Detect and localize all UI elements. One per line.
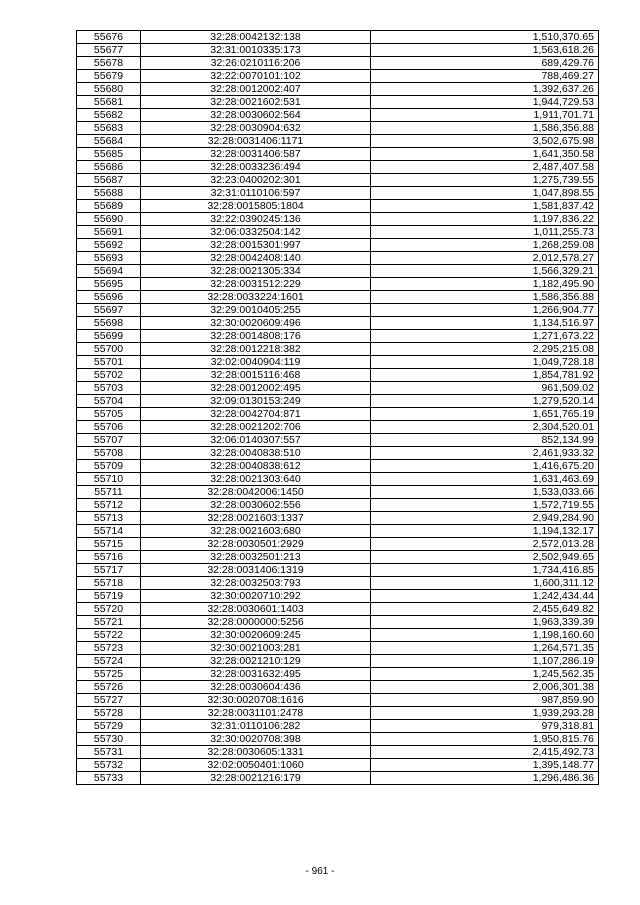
cadastral-number-cell: 32:28:0015805:1804 (141, 200, 371, 213)
table-row (77, 135, 599, 148)
record-id-cell: 55703 (77, 382, 141, 395)
record-id-cell: 55713 (77, 512, 141, 525)
record-id-cell: 55696 (77, 291, 141, 304)
amount-cell: 1,510,370.65 (371, 31, 599, 44)
cadastral-number-cell: 32:28:0040838:612 (141, 460, 371, 473)
amount-cell: 689,429.76 (371, 57, 599, 70)
cadastral-number-cell: 32:28:0030501:2929 (141, 538, 371, 551)
record-id-cell: 55724 (77, 655, 141, 668)
amount-cell: 1,586,356.88 (371, 291, 599, 304)
record-id-cell: 55727 (77, 694, 141, 707)
table-row (77, 512, 599, 525)
table-row (77, 343, 599, 356)
cadastral-number-cell: 32:28:0012002:407 (141, 83, 371, 96)
table-row (77, 44, 599, 57)
record-id-cell: 55706 (77, 421, 141, 434)
table-row (77, 460, 599, 473)
amount-cell: 1,944,729.53 (371, 96, 599, 109)
record-id-cell: 55693 (77, 252, 141, 265)
record-id-cell: 55718 (77, 577, 141, 590)
amount-cell: 1,275,739.55 (371, 174, 599, 187)
table-row (77, 629, 599, 642)
cadastral-number-cell: 32:28:0014808:176 (141, 330, 371, 343)
cadastral-number-cell: 32:09:0130153:249 (141, 395, 371, 408)
record-id-cell: 55682 (77, 109, 141, 122)
record-id-cell: 55726 (77, 681, 141, 694)
amount-cell: 1,047,898.55 (371, 187, 599, 200)
cadastral-number-cell: 32:31:0110106:597 (141, 187, 371, 200)
record-id-cell: 55733 (77, 772, 141, 785)
record-id-cell: 55719 (77, 590, 141, 603)
amount-cell: 1,245,562.35 (371, 668, 599, 681)
cadastral-number-cell: 32:28:0015116:468 (141, 369, 371, 382)
table-row (77, 226, 599, 239)
amount-cell: 1,271,673.22 (371, 330, 599, 343)
cadastral-number-cell: 32:23:0400202:301 (141, 174, 371, 187)
cadastral-number-cell: 32:28:0042132:138 (141, 31, 371, 44)
amount-cell: 2,012,578.27 (371, 252, 599, 265)
cadastral-number-cell: 32:30:0020708:1616 (141, 694, 371, 707)
cadastral-number-cell: 32:22:0070101:102 (141, 70, 371, 83)
record-id-cell: 55716 (77, 551, 141, 564)
table-row (77, 499, 599, 512)
record-id-cell: 55677 (77, 44, 141, 57)
table-row (77, 408, 599, 421)
table-row (77, 668, 599, 681)
amount-cell: 1,194,132.17 (371, 525, 599, 538)
record-id-cell: 55700 (77, 343, 141, 356)
table-row (77, 421, 599, 434)
amount-cell: 2,572,013.28 (371, 538, 599, 551)
table-row (77, 564, 599, 577)
record-id-cell: 55722 (77, 629, 141, 642)
records-table-body (77, 31, 599, 785)
table-row (77, 382, 599, 395)
cadastral-number-cell: 32:28:0015301:997 (141, 239, 371, 252)
amount-cell: 2,461,933.32 (371, 447, 599, 460)
table-row (77, 395, 599, 408)
table-row (77, 148, 599, 161)
amount-cell: 1,734,416.85 (371, 564, 599, 577)
cadastral-number-cell: 32:28:0030604:436 (141, 681, 371, 694)
cadastral-number-cell: 32:28:0032503:793 (141, 577, 371, 590)
table-row (77, 174, 599, 187)
record-id-cell: 55729 (77, 720, 141, 733)
amount-cell: 1,939,293.28 (371, 707, 599, 720)
record-id-cell: 55678 (77, 57, 141, 70)
record-id-cell: 55691 (77, 226, 141, 239)
table-row (77, 772, 599, 785)
table-row (77, 239, 599, 252)
table-row (77, 278, 599, 291)
table-row (77, 642, 599, 655)
cadastral-number-cell: 32:28:0030602:564 (141, 109, 371, 122)
cadastral-number-cell: 32:30:0020609:245 (141, 629, 371, 642)
cadastral-number-cell: 32:28:0040838:510 (141, 447, 371, 460)
amount-cell: 2,304,520.01 (371, 421, 599, 434)
table-row (77, 551, 599, 564)
cadastral-number-cell: 32:30:0020710:292 (141, 590, 371, 603)
record-id-cell: 55723 (77, 642, 141, 655)
table-row (77, 434, 599, 447)
table-row (77, 122, 599, 135)
amount-cell: 1,572,719.55 (371, 499, 599, 512)
amount-cell: 1,950,815.76 (371, 733, 599, 746)
amount-cell: 1,586,356.88 (371, 122, 599, 135)
cadastral-number-cell: 32:28:0042408:140 (141, 252, 371, 265)
amount-cell: 1,268,259.08 (371, 239, 599, 252)
amount-cell: 961,509.02 (371, 382, 599, 395)
table-row (77, 369, 599, 382)
record-id-cell: 55679 (77, 70, 141, 83)
record-id-cell: 55717 (77, 564, 141, 577)
table-row (77, 57, 599, 70)
amount-cell: 1,107,286.19 (371, 655, 599, 668)
table-row (77, 655, 599, 668)
amount-cell: 2,415,492.73 (371, 746, 599, 759)
table-row (77, 291, 599, 304)
amount-cell: 2,295,215.08 (371, 343, 599, 356)
cadastral-number-cell: 32:28:0031406:1171 (141, 135, 371, 148)
table-row (77, 70, 599, 83)
record-id-cell: 55699 (77, 330, 141, 343)
table-row (77, 447, 599, 460)
cadastral-number-cell: 32:28:0021216:179 (141, 772, 371, 785)
record-id-cell: 55698 (77, 317, 141, 330)
cadastral-number-cell: 32:28:0012218:382 (141, 343, 371, 356)
record-id-cell: 55694 (77, 265, 141, 278)
amount-cell: 979,318.81 (371, 720, 599, 733)
amount-cell: 1,182,495.90 (371, 278, 599, 291)
cadastral-number-cell: 32:28:0030602:556 (141, 499, 371, 512)
record-id-cell: 55731 (77, 746, 141, 759)
record-id-cell: 55689 (77, 200, 141, 213)
record-id-cell: 55702 (77, 369, 141, 382)
record-id-cell: 55705 (77, 408, 141, 421)
cadastral-number-cell: 32:28:0021603:680 (141, 525, 371, 538)
table-row (77, 31, 599, 44)
cadastral-number-cell: 32:28:0021305:334 (141, 265, 371, 278)
table-row (77, 161, 599, 174)
table-row (77, 603, 599, 616)
amount-cell: 1,581,837.42 (371, 200, 599, 213)
record-id-cell: 55690 (77, 213, 141, 226)
amount-cell: 2,487,407.58 (371, 161, 599, 174)
record-id-cell: 55707 (77, 434, 141, 447)
record-id-cell: 55704 (77, 395, 141, 408)
table-row (77, 681, 599, 694)
table-row (77, 330, 599, 343)
cadastral-number-cell: 32:06:0140307:557 (141, 434, 371, 447)
cadastral-number-cell: 32:28:0030601:1403 (141, 603, 371, 616)
record-id-cell: 55686 (77, 161, 141, 174)
cadastral-number-cell: 32:28:0021602:531 (141, 96, 371, 109)
table-row (77, 720, 599, 733)
cadastral-number-cell: 32:29:0010405:255 (141, 304, 371, 317)
page-number: - 961 - (305, 866, 335, 877)
record-id-cell: 55720 (77, 603, 141, 616)
amount-cell: 1,242,434.44 (371, 590, 599, 603)
record-id-cell: 55711 (77, 486, 141, 499)
amount-cell: 1,854,781.92 (371, 369, 599, 382)
cadastral-number-cell: 32:28:0032501:213 (141, 551, 371, 564)
table-row (77, 96, 599, 109)
records-table (76, 30, 599, 785)
amount-cell: 2,006,301.38 (371, 681, 599, 694)
cadastral-number-cell: 32:28:0030904:632 (141, 122, 371, 135)
record-id-cell: 55708 (77, 447, 141, 460)
table-row (77, 694, 599, 707)
table-row (77, 83, 599, 96)
cadastral-number-cell: 32:28:0021603:1337 (141, 512, 371, 525)
record-id-cell: 55732 (77, 759, 141, 772)
table-row (77, 252, 599, 265)
table-row (77, 486, 599, 499)
record-id-cell: 55728 (77, 707, 141, 720)
cadastral-number-cell: 32:31:0010335:173 (141, 44, 371, 57)
cadastral-number-cell: 32:28:0021202:706 (141, 421, 371, 434)
amount-cell: 1,416,675.20 (371, 460, 599, 473)
amount-cell: 1,011,255.73 (371, 226, 599, 239)
record-id-cell: 55687 (77, 174, 141, 187)
record-id-cell: 55692 (77, 239, 141, 252)
cadastral-number-cell: 32:02:0050401:1060 (141, 759, 371, 772)
record-id-cell: 55715 (77, 538, 141, 551)
cadastral-number-cell: 32:28:0033236:494 (141, 161, 371, 174)
record-id-cell: 55721 (77, 616, 141, 629)
cadastral-number-cell: 32:28:0033224:1601 (141, 291, 371, 304)
table-row (77, 707, 599, 720)
amount-cell: 1,392,637.26 (371, 83, 599, 96)
cadastral-number-cell: 32:31:0110106:282 (141, 720, 371, 733)
table-row (77, 187, 599, 200)
record-id-cell: 55701 (77, 356, 141, 369)
amount-cell: 852,134.99 (371, 434, 599, 447)
cadastral-number-cell: 32:22:0390245:136 (141, 213, 371, 226)
amount-cell: 1,600,311.12 (371, 577, 599, 590)
amount-cell: 2,502,949.65 (371, 551, 599, 564)
table-row (77, 577, 599, 590)
table-row (77, 304, 599, 317)
record-id-cell: 55730 (77, 733, 141, 746)
amount-cell: 2,949,284.90 (371, 512, 599, 525)
amount-cell: 1,197,836.22 (371, 213, 599, 226)
amount-cell: 987,859.90 (371, 694, 599, 707)
record-id-cell: 55680 (77, 83, 141, 96)
cadastral-number-cell: 32:28:0030605:1331 (141, 746, 371, 759)
table-row (77, 200, 599, 213)
record-id-cell: 55684 (77, 135, 141, 148)
amount-cell: 2,455,649.82 (371, 603, 599, 616)
cadastral-number-cell: 32:28:0021210:129 (141, 655, 371, 668)
record-id-cell: 55710 (77, 473, 141, 486)
amount-cell: 1,395,148.77 (371, 759, 599, 772)
table-row (77, 265, 599, 278)
table-row (77, 317, 599, 330)
table-row (77, 746, 599, 759)
amount-cell: 788,469.27 (371, 70, 599, 83)
amount-cell: 1,631,463.69 (371, 473, 599, 486)
table-row (77, 538, 599, 551)
table-row (77, 590, 599, 603)
amount-cell: 1,641,350.58 (371, 148, 599, 161)
cadastral-number-cell: 32:26:0210116:206 (141, 57, 371, 70)
record-id-cell: 55712 (77, 499, 141, 512)
cadastral-number-cell: 32:30:0020609:496 (141, 317, 371, 330)
table-row (77, 213, 599, 226)
cadastral-number-cell: 32:28:0000000:5256 (141, 616, 371, 629)
amount-cell: 1,279,520.14 (371, 395, 599, 408)
table-row (77, 616, 599, 629)
record-id-cell: 55676 (77, 31, 141, 44)
record-id-cell: 55683 (77, 122, 141, 135)
amount-cell: 1,296,486.36 (371, 772, 599, 785)
cadastral-number-cell: 32:28:0031406:1319 (141, 564, 371, 577)
cadastral-number-cell: 32:28:0031512:229 (141, 278, 371, 291)
record-id-cell: 55709 (77, 460, 141, 473)
table-row (77, 733, 599, 746)
amount-cell: 1,533,033.66 (371, 486, 599, 499)
amount-cell: 1,651,765.19 (371, 408, 599, 421)
table-row (77, 109, 599, 122)
record-id-cell: 55697 (77, 304, 141, 317)
table-row (77, 356, 599, 369)
cadastral-number-cell: 32:02:0040904:119 (141, 356, 371, 369)
amount-cell: 1,264,571.35 (371, 642, 599, 655)
cadastral-number-cell: 32:30:0021003:281 (141, 642, 371, 655)
amount-cell: 1,911,701.71 (371, 109, 599, 122)
amount-cell: 1,134,516.97 (371, 317, 599, 330)
cadastral-number-cell: 32:28:0042704:871 (141, 408, 371, 421)
record-id-cell: 55714 (77, 525, 141, 538)
cadastral-number-cell: 32:06:0332504:142 (141, 226, 371, 239)
record-id-cell: 55681 (77, 96, 141, 109)
amount-cell: 1,198,160.60 (371, 629, 599, 642)
amount-cell: 1,563,618.26 (371, 44, 599, 57)
record-id-cell: 55695 (77, 278, 141, 291)
amount-cell: 1,963,339.39 (371, 616, 599, 629)
cadastral-number-cell: 32:28:0031406:587 (141, 148, 371, 161)
table-row (77, 525, 599, 538)
amount-cell: 1,049,728.18 (371, 356, 599, 369)
amount-cell: 3,502,675.98 (371, 135, 599, 148)
table-row (77, 759, 599, 772)
cadastral-number-cell: 32:28:0012002:495 (141, 382, 371, 395)
amount-cell: 1,566,329.21 (371, 265, 599, 278)
cadastral-number-cell: 32:28:0021303:640 (141, 473, 371, 486)
cadastral-number-cell: 32:28:0031632:495 (141, 668, 371, 681)
cadastral-number-cell: 32:28:0042006:1450 (141, 486, 371, 499)
table-row (77, 473, 599, 486)
cadastral-number-cell: 32:30:0020708:398 (141, 733, 371, 746)
cadastral-number-cell: 32:28:0031101:2478 (141, 707, 371, 720)
amount-cell: 1,266,904.77 (371, 304, 599, 317)
record-id-cell: 55685 (77, 148, 141, 161)
record-id-cell: 55688 (77, 187, 141, 200)
record-id-cell: 55725 (77, 668, 141, 681)
